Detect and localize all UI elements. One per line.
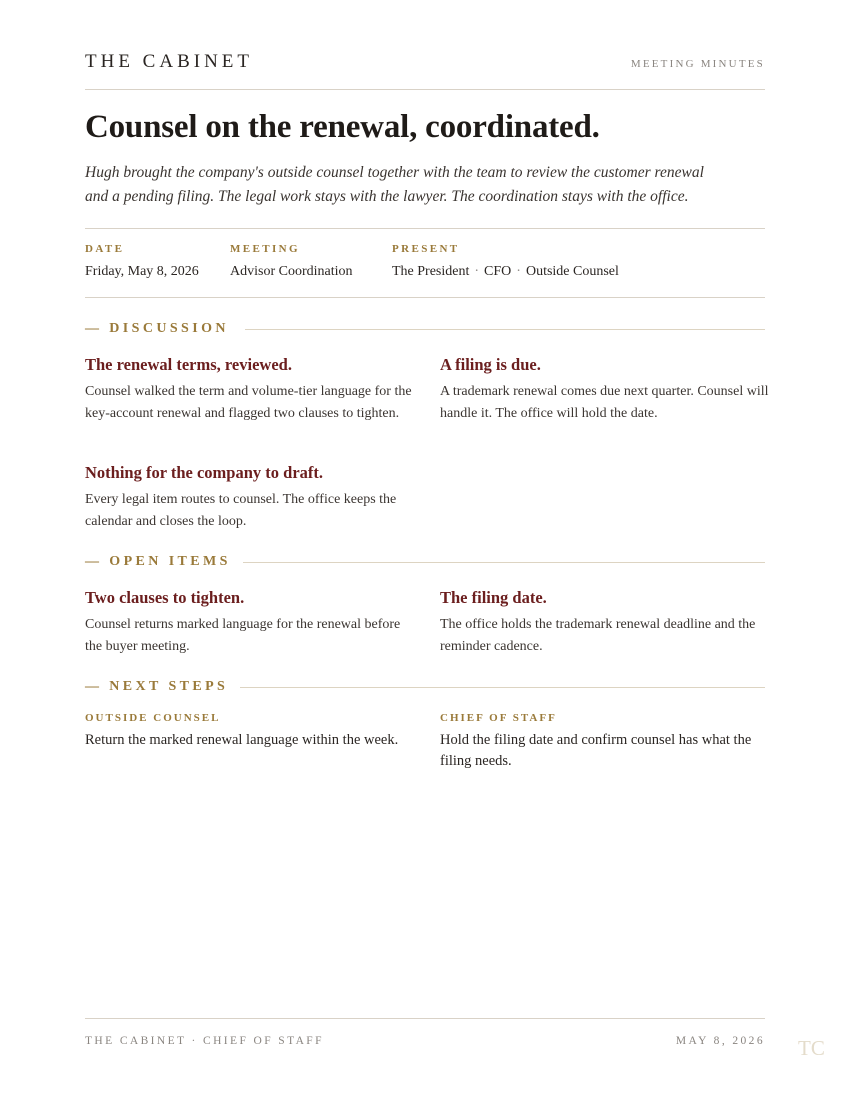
attendee-separator: · bbox=[474, 264, 480, 279]
section-rule bbox=[240, 687, 765, 688]
item-title: The filing date. bbox=[440, 588, 547, 607]
meeting-label: MEETING bbox=[230, 243, 300, 255]
item-body: A trademark renewal comes due next quarter. Counsel will handle it. The office will hold the date. bbox=[440, 384, 769, 421]
discussion-item bbox=[85, 463, 415, 533]
section-label: — NEXT STEPS bbox=[85, 679, 242, 695]
section-discussion-heading bbox=[85, 321, 765, 337]
attendee: CFO bbox=[484, 264, 512, 279]
item-body: Counsel walked the term and volume-tier language for the key-account renewal and flagged two clauses to tighten. bbox=[85, 384, 412, 421]
footer-date: MAY 8, 2026 bbox=[675, 1035, 765, 1047]
section-rule bbox=[245, 329, 765, 330]
document-type: MEETING MINUTES bbox=[630, 58, 765, 70]
open-item bbox=[85, 588, 415, 658]
minutes-page bbox=[85, 0, 769, 1100]
date-value: Friday, May 8, 2026 bbox=[85, 264, 199, 279]
page-subtitle: Hugh brought the company's outside counsel together with the team to review the customer renewal and a pending filing. The legal work stays with the lawyer. The coordination stays with the office. bbox=[85, 164, 704, 205]
item-title: The renewal terms, reviewed. bbox=[85, 355, 292, 374]
section-open-items-heading bbox=[85, 554, 765, 570]
open-item bbox=[440, 588, 770, 658]
next-step bbox=[85, 712, 415, 751]
meeting-value: Advisor Coordination bbox=[230, 264, 353, 279]
item-body: Counsel returns marked language for the renewal before the buyer meeting. bbox=[85, 617, 401, 654]
item-body: The office holds the trademark renewal deadline and the reminder cadence. bbox=[440, 617, 756, 654]
discussion-item bbox=[440, 355, 770, 425]
next-step bbox=[440, 712, 770, 772]
present-list bbox=[392, 264, 619, 280]
step-owner: CHIEF OF STAFF bbox=[440, 712, 557, 724]
header-divider bbox=[85, 89, 765, 90]
item-title: A filing is due. bbox=[440, 355, 541, 374]
meta-top-divider bbox=[85, 228, 765, 229]
footer-divider bbox=[85, 1018, 765, 1019]
present-label: PRESENT bbox=[392, 243, 460, 255]
step-action: Return the marked renewal language within the week. bbox=[85, 732, 399, 748]
footer-office: THE CABINET · CHIEF OF STAFF bbox=[85, 1035, 324, 1047]
page-title: Counsel on the renewal, coordinated. bbox=[85, 109, 600, 145]
brand-name: THE CABINET bbox=[85, 51, 254, 72]
attendee: Outside Counsel bbox=[525, 264, 619, 279]
item-title: Nothing for the company to draft. bbox=[85, 463, 324, 482]
attendee-separator: · bbox=[516, 264, 521, 279]
step-action: Hold the filing date and confirm counsel has what the filing needs. bbox=[440, 732, 752, 769]
item-body: Every legal item routes to counsel. The office keeps the calendar and closes the loop. bbox=[85, 492, 397, 529]
date-label: DATE bbox=[85, 243, 125, 255]
masthead bbox=[85, 50, 765, 76]
step-owner: OUTSIDE COUNSEL bbox=[85, 712, 221, 724]
discussion-item bbox=[85, 355, 415, 425]
meta-bottom-divider bbox=[85, 297, 765, 298]
section-next-steps-heading bbox=[85, 679, 765, 695]
section-label: — DISCUSSION bbox=[85, 321, 243, 337]
monogram-logo: TC bbox=[798, 1036, 825, 1060]
section-label: — OPEN ITEMS bbox=[85, 554, 245, 570]
attendee: The President bbox=[392, 264, 470, 279]
section-rule bbox=[243, 562, 765, 563]
item-title: Two clauses to tighten. bbox=[85, 588, 245, 607]
